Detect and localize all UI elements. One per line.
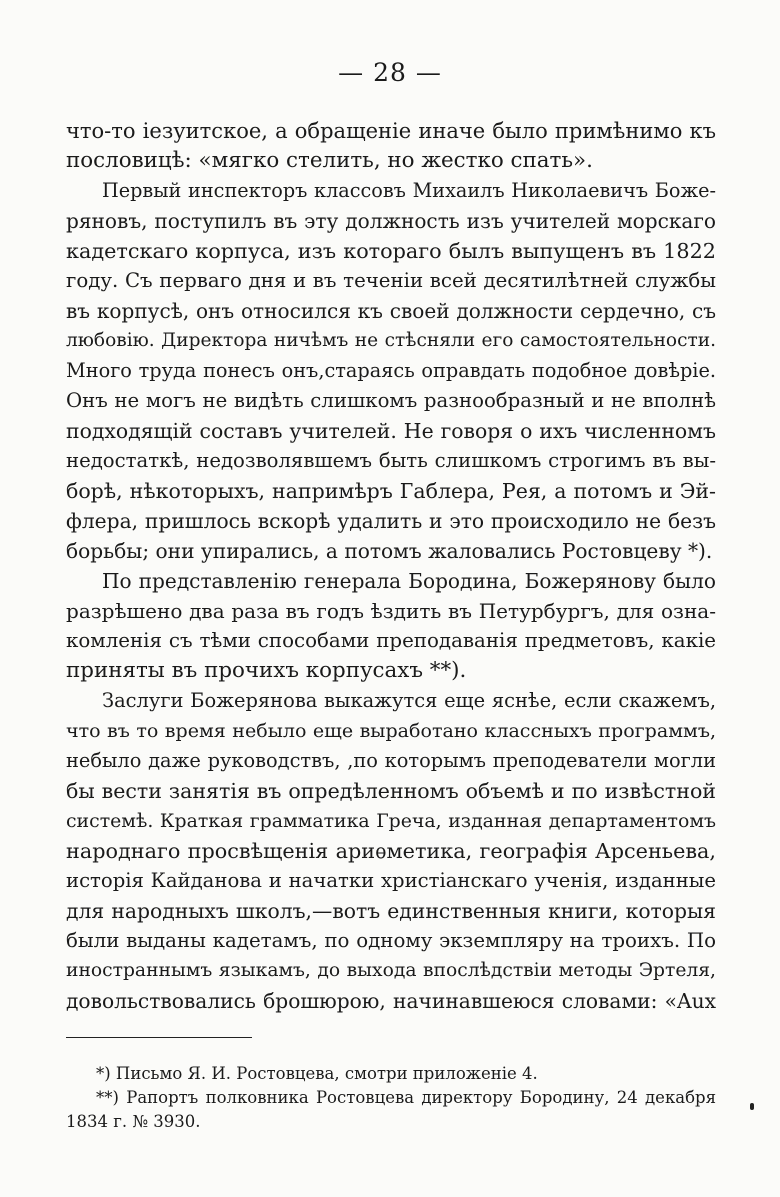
text-line: Много труда понесъ онъ,стараясь оправдать подобное довѣрiе.	[66, 359, 716, 382]
text-line: комленiя съ тѣми способами преподаванiя предметовъ, какiе	[66, 629, 716, 652]
text-line: что въ то время небыло еще выработано классныхъ программъ,	[66, 720, 716, 742]
footnote-2-continuation: 1834 г. № 3930.	[66, 1112, 201, 1131]
paragraph-3	[66, 566, 716, 686]
text-line: подходящiй составъ учителей. Не говоря о ихъ численномъ	[66, 419, 716, 443]
text-line: Первый инспекторъ классовъ Михаилъ Николаевичъ Божe-	[102, 179, 716, 202]
text-line: году. Съ перваго дня и въ теченiи всей десятилѣтней службы	[66, 269, 716, 292]
text-line: ряновъ, поступилъ въ эту должность изъ учителей морскаго	[66, 209, 716, 233]
text-line: кадетскаго корпуса, изъ котораго былъ выпущенъ въ 1822	[66, 239, 716, 263]
text-line: разрѣшено два раза въ годъ ѣздить въ Петурбургъ, для озна-	[66, 599, 716, 623]
paragraph-1	[66, 116, 716, 176]
text-line: что-то iезуитское, а обращенiе иначе было примѣнимо къ	[66, 118, 716, 143]
paragraph-4	[66, 686, 716, 1016]
main-text	[66, 116, 716, 1016]
text-line: борьбы; они упирались, а потомъ жаловались Ростовцеву *).	[66, 539, 713, 563]
text-line: небыло даже руководствъ, ,по которымъ преподеватели могли	[66, 749, 716, 772]
footnotes	[66, 1062, 716, 1134]
page-number: — 28 —	[338, 58, 442, 87]
text-line: въ корпусѣ, онъ относился къ своей должности сердечно, съ	[66, 299, 716, 323]
text-line: пословицѣ: «мягко стелить, но жестко спать».	[66, 148, 593, 173]
text-line: системѣ. Краткая грамматика Греча, изданная департаментомъ	[66, 810, 716, 832]
paragraph-2	[66, 176, 716, 566]
text-line: приняты въ прочихъ корпусахъ **).	[66, 658, 467, 683]
text-line: Онъ не могъ не видѣть слишкомъ разнообразный и не вполнѣ	[66, 389, 716, 412]
footnote-2: **) Рапортъ полковника Ростовцева директору Бородину, 24 декабря	[96, 1088, 716, 1107]
text-line: Заслуги Божeрянова выкажутся еще яснѣе, если скажемъ,	[102, 689, 716, 712]
ink-speck	[750, 1103, 754, 1110]
text-line: народнаго просвѣщенiя ариѳметика, географiя Арсеньева,	[66, 839, 716, 863]
text-line: любовiю. Директора ничѣмъ не стѣсняли его самостоятельности.	[66, 330, 716, 351]
text-line: были выданы кадетамъ, по одному экземпляру на троихъ. По	[66, 929, 716, 952]
text-line: недостаткѣ, недозволявшемъ быть слишкомъ строгимъ въ вы-	[66, 449, 716, 472]
text-line: флера, пришлось вскорѣ удалить и это происходило не безъ	[66, 509, 716, 533]
text-line: исторiя Кайданова и начатки христiанскаго ученiя, изданные	[66, 869, 716, 892]
text-line: По представленiю генерала Бородина, Божeрянову было	[102, 569, 716, 593]
text-line: довольствовались брошюрою, начинавшеюся словами: «Aux	[66, 989, 716, 1013]
footnote-1: *) Письмо Я. И. Ростовцева, смотри приложенiе 4.	[96, 1064, 538, 1083]
text-line: для народныхъ школъ,—вотъ единственныя книги, которыя	[66, 899, 716, 923]
footnote-divider	[66, 1037, 252, 1038]
text-line: бы вести занятiя въ опредѣленномъ объемѣ и по извѣстной	[66, 779, 716, 803]
text-line: борѣ, нѣкоторыхъ, напримѣръ Габлера, Рея, а потомъ и Эй-	[66, 479, 716, 503]
text-line: иностраннымъ языкамъ, до выхода впослѣдствiи методы Эртеля,	[66, 960, 716, 981]
